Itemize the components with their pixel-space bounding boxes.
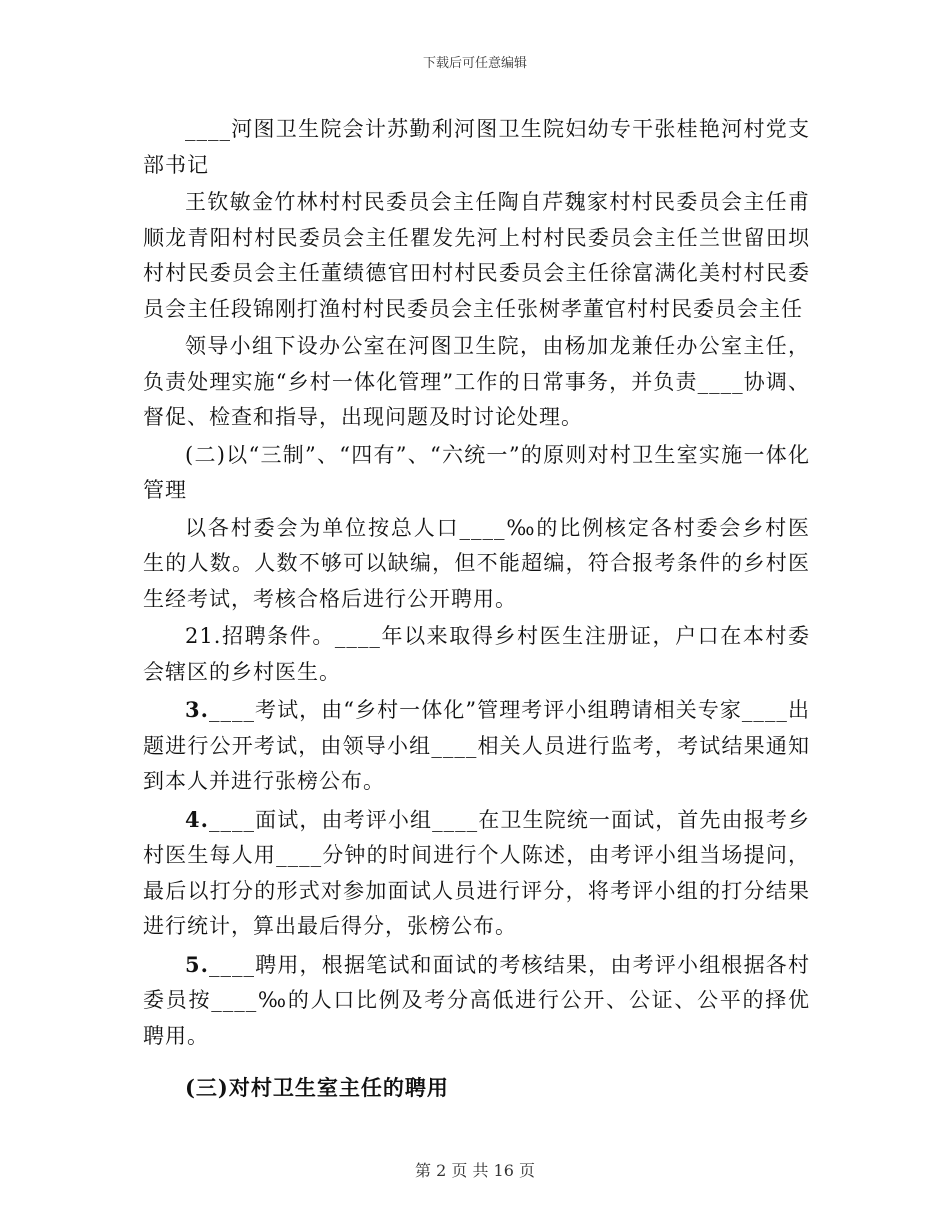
- section-heading-2: (二)以“三制”、“四有”、“六统一”的原则对村卫生室实施一体化管理: [143, 442, 810, 502]
- paragraph-quota: 以各村委会为单位按总人口____‰的比例核定各村委会乡村医生的人数。人数不够可以缺编，但不能超编，符合报考条件的乡村医生经考试，考核合格后进行公开聘用。: [143, 515, 810, 611]
- page-footer: 第 2 页 共 16 页: [415, 1161, 535, 1180]
- paragraph-hiring: [143, 947, 810, 1055]
- paragraph-exam-text: ____考试，由“乡村一体化”管理考评小组聘请相关专家____出题进行公开考试，由领导小组____相关人员进行监考，考试结果通知到本人并进行张榜公布。: [143, 698, 810, 793]
- item-number: 3.: [185, 697, 209, 722]
- item-number: 5.: [185, 951, 209, 977]
- page-header: 下载后可任意编辑: [422, 56, 527, 71]
- paragraph-exam: [143, 692, 810, 800]
- paragraph-office: 领导小组下设办公室在河图卫生院，由杨加龙兼任办公室主任，负责处理实施“乡村一体化管理”工作的日常事务，并负责____协调、督促、检查和指导，出现问题及时讨论处理。: [143, 334, 810, 429]
- paragraph-interview: [143, 802, 810, 945]
- document-body: [143, 112, 810, 1106]
- paragraph-conditions: 21.招聘条件。____年以来取得乡村医生注册证，户口在本村委会辖区的乡村医生。: [143, 624, 810, 684]
- item-number: 4.: [185, 806, 209, 832]
- paragraph-staff-list-1: ____河图卫生院会计苏勤利河图卫生院妇幼专干张桂艳河村党支部书记: [143, 117, 810, 177]
- paragraph-hiring-text: ____聘用，根据笔试和面试的考核结果，由考评小组根据各村委员按____‰的人口比例及考分高低进行公开、公证、公平的择优聘用。: [143, 952, 810, 1048]
- section-heading-3: (三)对村卫生室主任的聘用: [185, 1075, 449, 1100]
- paragraph-interview-text: ____面试，由考评小组____在卫生院统一面试，首先由报考乡村医生每人用____分钟的时间进行个人陈述，由考评小组当场提问，最后以打分的形式对参加面试人员进行评分，将考评小组的打分结果进行统计，算出最后得分，张榜公布。: [143, 807, 810, 938]
- paragraph-staff-list-2: 王钦敏金竹林村村民委员会主任陶自芹魏家村村民委员会主任甫顺龙青阳村村民委员会主任瞿发先河上村村民委员会主任兰世留田坝村村民委员会主任董绩德官田村村民委员会主任徐富满化美村村民委员会主任段锦刚打渔村村民委员会主任张树孝董官村村民委员会主任: [143, 190, 810, 321]
